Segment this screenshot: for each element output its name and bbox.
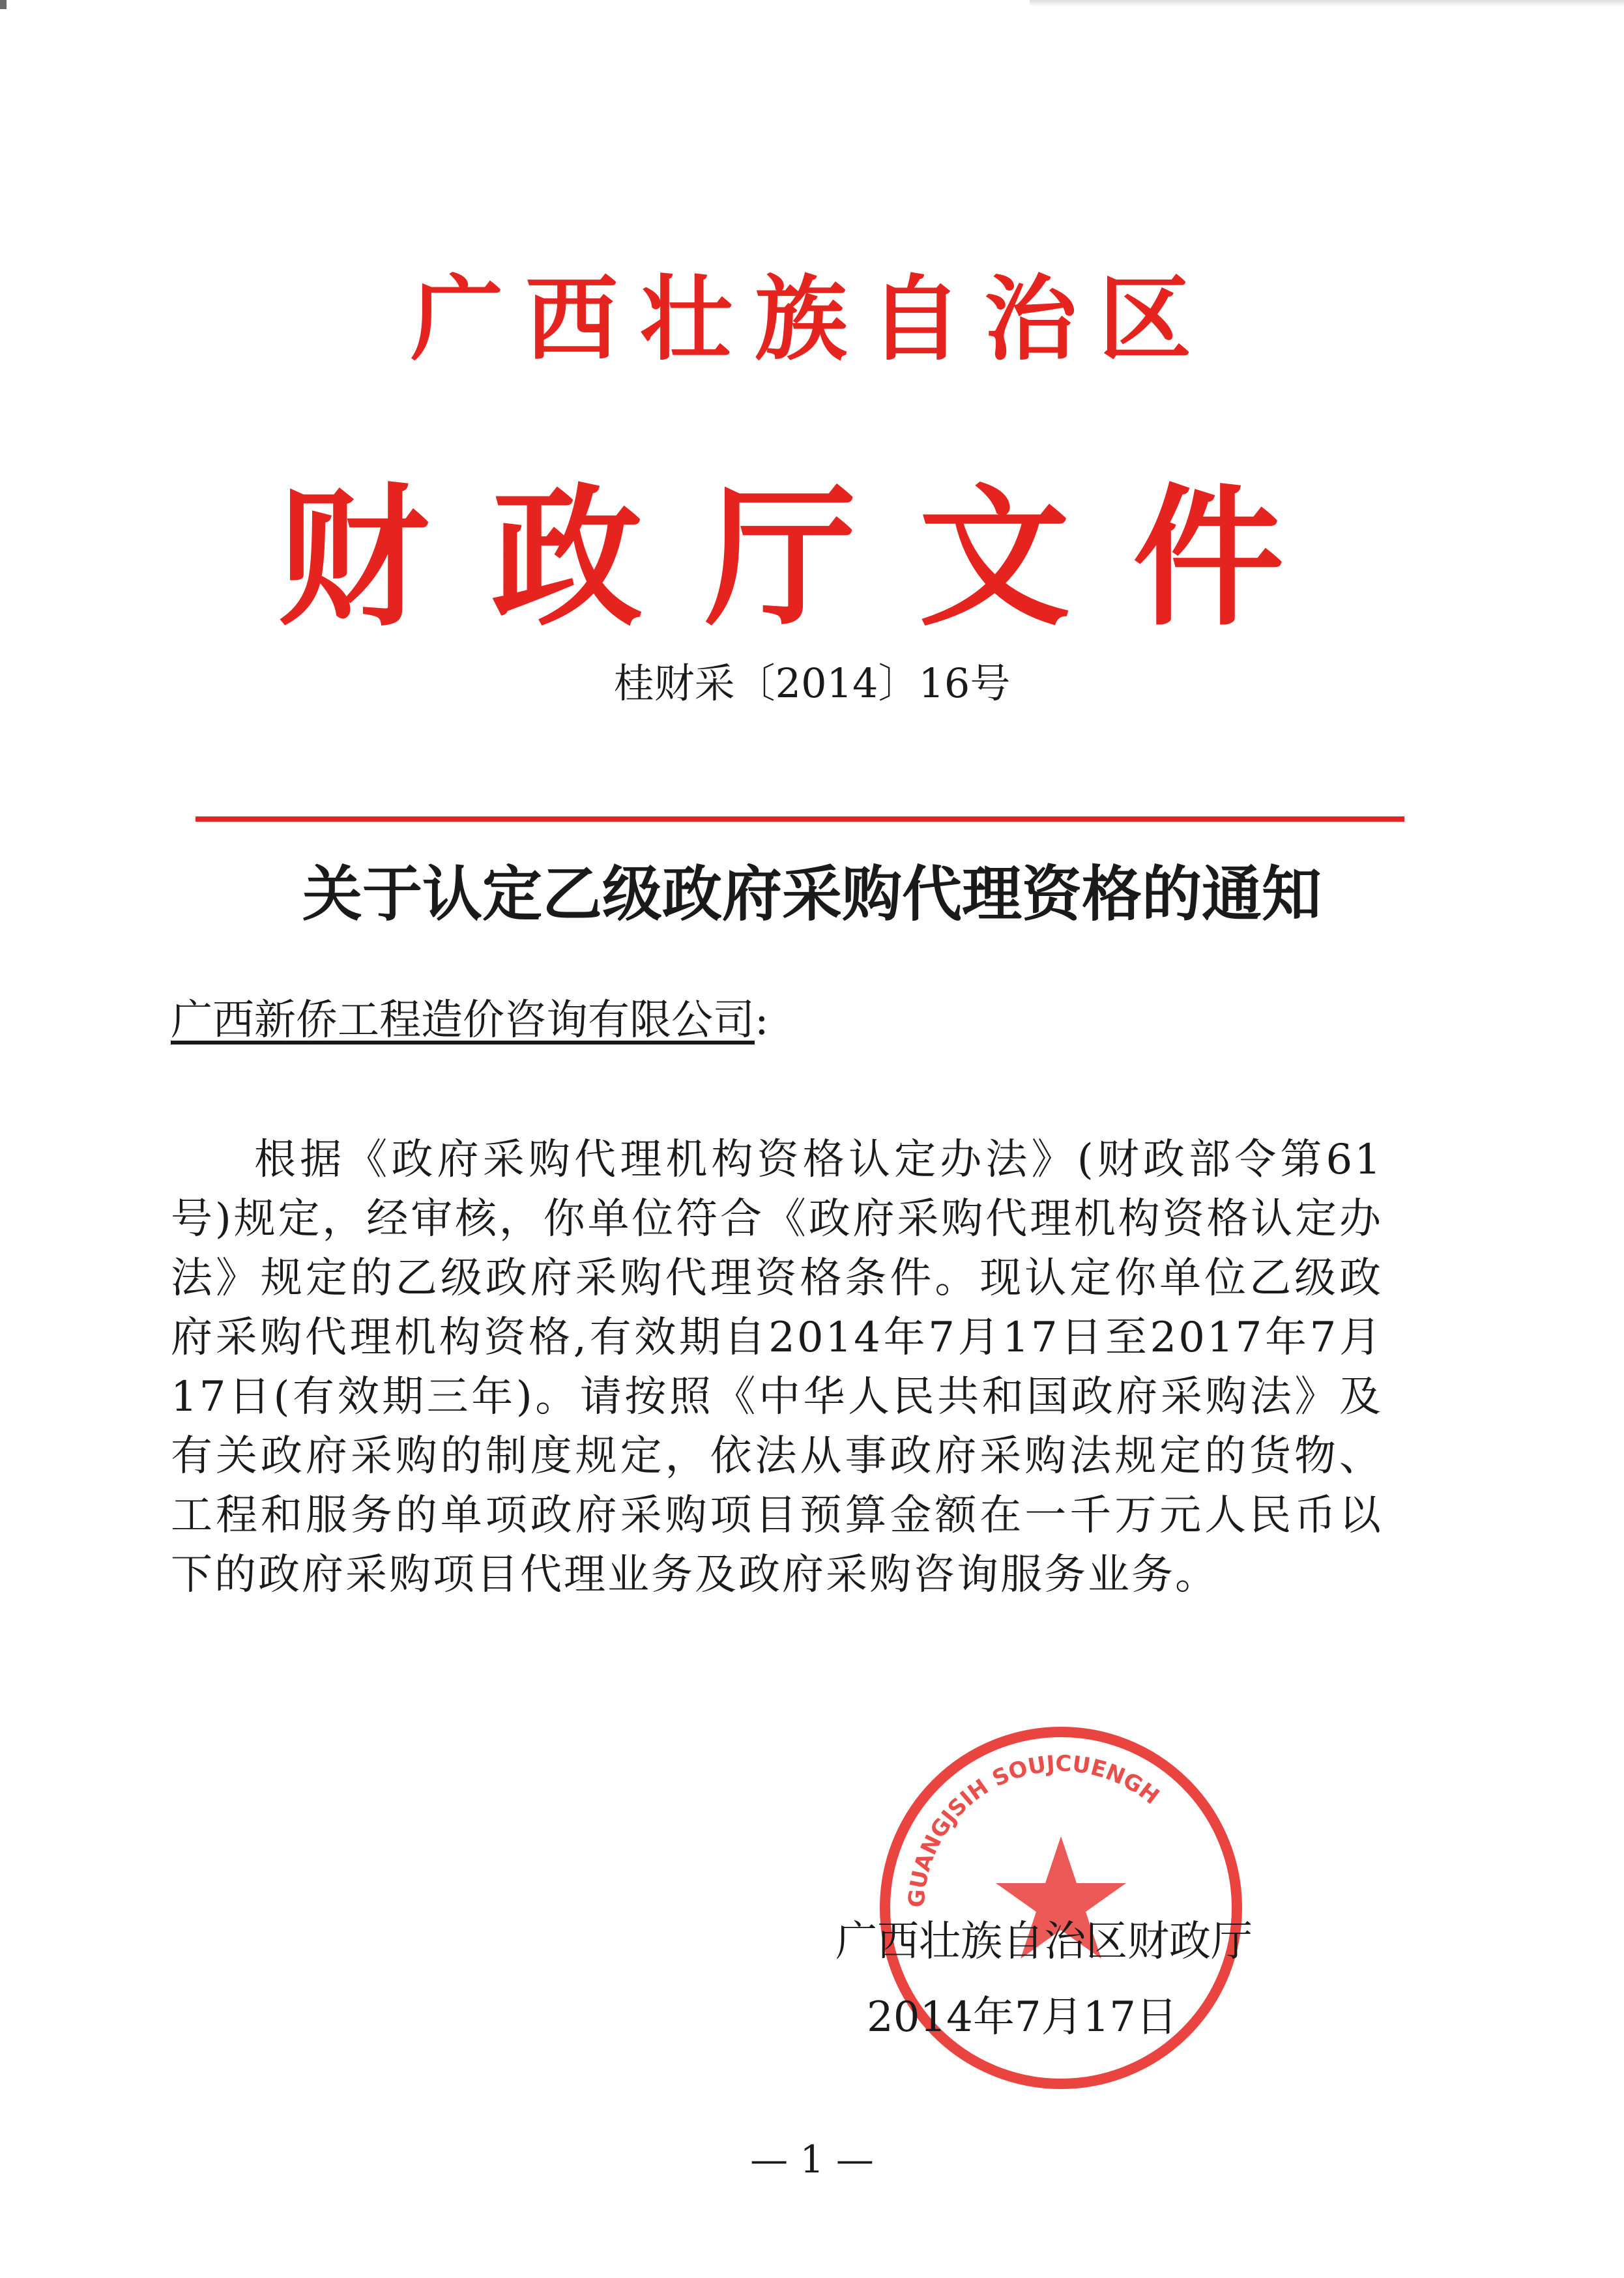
signing-date: 2014年7月17日 [867, 1993, 1178, 2041]
official-seal [865, 1712, 1256, 2103]
scan-corner-mark [0, 0, 7, 9]
notice-body [171, 1131, 1383, 1605]
page-number: — 1 — [750, 2137, 874, 2182]
notice-title: 关于认定乙级政府采购代理资格的通知 [302, 859, 1322, 929]
addressee-colon: : [755, 996, 769, 1045]
signing-authority: 广西壮族自治区财政厅 [835, 1918, 1253, 1966]
body-paragraph: 根据《政府采购代理机构资格认定办法》(财政部令第61号)规定，经审核，你单位符合《政府采购代理机构资格认定办法》规定的乙级政府采购代理资格条件。现认定你单位乙级政府采购代理机构资格,有效期自2014年7月17日至2017年7月17日(有效期三年)。请按照《中华人民共和国政府采购法》及有关政府采购的制度规定，依法从事政府采购法规定的货物、工程和服务的单项政府采购项目预算金额在一千万元人民币以下的政府采购项目代理业务及政府采购咨询服务业务。 [171, 1136, 1383, 1599]
addressee-line [171, 996, 769, 1046]
document-type-heading: 财政厅文件 [277, 469, 1346, 646]
document-number: 桂财采〔2014〕16号 [613, 659, 1011, 707]
issuer-region-heading: 广西壮族自治区 [411, 266, 1213, 373]
svg-text:GUANGJSIH SOUJCUENGH: GUANGJSIH SOUJCUENGH [903, 1750, 1165, 1909]
addressee-name: 广西新侨工程造价咨询有限公司 [171, 996, 755, 1045]
scan-edge-shadow [1030, 0, 1624, 7]
red-divider-line [196, 816, 1404, 822]
